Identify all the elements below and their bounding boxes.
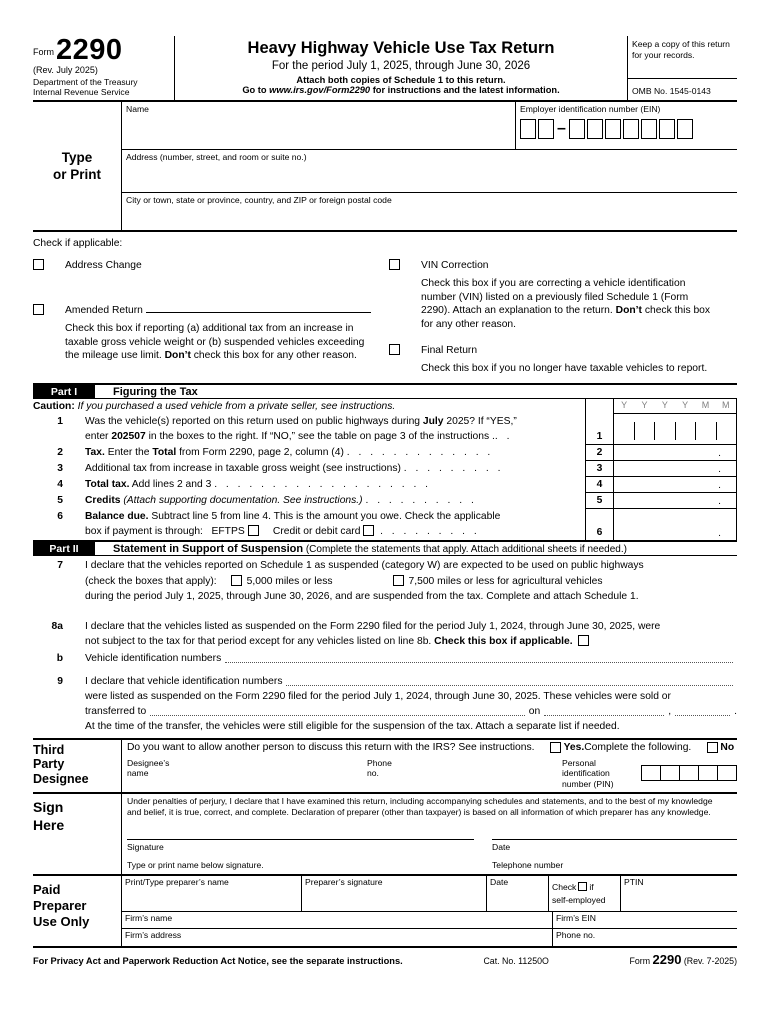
signature-field[interactable]	[127, 839, 474, 871]
part2-line8a: 8a I declare that the vehicles listed as suspended on the Form 2290 filed for the period July 1, 2024, through June 30, 2025, were not subject to the tax for that period except for any vehicles listed on line 8b. Check this box if applicable.	[51, 620, 661, 647]
pin-digit-box[interactable]	[679, 765, 699, 781]
line5-amount-cell[interactable]: .	[613, 493, 737, 509]
form-header	[33, 36, 737, 102]
part2-badge: Part II	[33, 542, 95, 555]
line8b-vin-entry-line[interactable]	[225, 662, 733, 663]
part1-line4: 4 Total tax. Add lines 2 and 3 . . . . . . . . . . . . . . . . . . . 4 .	[33, 477, 737, 493]
firm-address-field[interactable]: Firm’s address	[125, 930, 182, 940]
attach-note: Attach both copies of Schedule 1 to this return.	[296, 75, 506, 85]
line4-amount-cell[interactable]: .	[613, 477, 737, 493]
date-digit-box[interactable]	[676, 422, 697, 440]
city-field[interactable]	[122, 193, 737, 230]
part1-caution-row	[33, 399, 737, 414]
miles-5000-checkbox[interactable]	[231, 575, 242, 586]
ein-field[interactable]	[515, 102, 737, 149]
pin-boxes[interactable]	[642, 765, 737, 781]
date-digit-box[interactable]	[696, 422, 717, 440]
caution-label: Caution:	[33, 400, 75, 412]
address-label: Address (number, street, and room or suite no.)	[126, 152, 307, 162]
ein-boxes[interactable]	[520, 119, 733, 139]
part2-line9: 9 I declare that vehicle identification numbers were listed as suspended on the Form 2290 filed for the period July 1, 2024, through June 30, 2025. These vehicles were sold or transferred to on , . At the time of the transfer, the vehicles were still eligible for the suspension of the tax. Attach a separate list if needed.	[57, 675, 737, 732]
perjury-statement: Under penalties of perjury, I declare that I have examined this return, including accompanying schedules and statements, and to the best of my knowledge and belief, it is true, correct, and complete. Declaration of preparer (other than taxpayer) is based on all information of which preparer has any knowledge.	[127, 796, 713, 817]
self-employed-cell: Check if self-employed	[549, 876, 621, 911]
line2-amount-cell[interactable]: .	[613, 445, 737, 461]
signature-label: Signature	[127, 842, 164, 852]
address-change-label: Address Change	[65, 260, 142, 271]
amended-return-desc: Check this box if reporting (a) additional tax from an increase in taxable gross vehicle weight or (b) suspended vehicles exceeding the mileage use limit. Don’t check this box for any other reason.	[65, 323, 365, 361]
ein-digit-box[interactable]	[587, 119, 603, 139]
date-header-cell	[613, 399, 737, 414]
catalog-number: Cat. No. 11250O	[483, 956, 549, 966]
part2-bar	[33, 540, 737, 556]
goto-prefix: Go to	[242, 85, 270, 95]
part2-title: Statement in Support of Suspension	[113, 542, 304, 555]
goto-note	[183, 85, 619, 95]
designee-name-field[interactable]: Designee’s name	[127, 757, 170, 778]
final-return-desc: Check this box if you no longer have taxable vehicles to report.	[421, 363, 708, 374]
omb-number: OMB No. 1545-0143	[632, 86, 711, 96]
sign-here-section	[33, 792, 737, 874]
form-title-block	[175, 36, 627, 100]
preparer-name-field[interactable]: Print/Type preparer’s name	[122, 876, 302, 911]
form-word: Form	[33, 47, 54, 57]
ein-digit-box[interactable]	[641, 119, 657, 139]
vin-correction-checkbox[interactable]	[389, 259, 400, 270]
part1-line3: 3 Additional tax from increase in taxable gross weight (see instructions) . . . . . . . . . 3 .	[33, 461, 737, 477]
entity-section	[33, 102, 737, 232]
final-return-checkbox[interactable]	[389, 344, 400, 355]
form-number: 2290	[56, 34, 123, 66]
part1-line2: 2 Tax. Enter the Total from Form 2290, page 2, column (4) . . . . . . . . . . . . . 2 .	[33, 445, 737, 461]
part2-line8b: b Vehicle identification numbers	[33, 651, 737, 666]
transfer-year-entry-line[interactable]	[675, 715, 730, 716]
sign-date-field[interactable]	[492, 839, 737, 871]
firm-name-field[interactable]: Firm’s name	[125, 913, 173, 923]
part1-line6: 6 Balance due. Subtract line 5 from line 4. This is the amount you owe. Check the applicable box if payment is through: EFTPS Credit or debit card . . . . . . . . . 6 .	[33, 509, 737, 540]
address-change-item	[33, 259, 389, 273]
applicability-section	[33, 232, 737, 383]
amended-return-item	[33, 304, 389, 363]
vin-correction-desc: Check this box if you are correcting a vehicle identification number (VIN) listed on a previously filed Schedule 1 (Form 2290). Attach an explanation to the return. Don’t check this box for any other reason.	[421, 278, 711, 330]
part2-line7: 7 I declare that the vehicles reported on Schedule 1 as suspended (category W) are expected to be used on public highways (check the boxes that apply): 5,000 miles or less 7,500 miles or less for agricultural vehicles during the period July 1, 2025, through June 30, 2026, and are suspended from the tax. Complete and attach Schedule 1.	[57, 559, 644, 602]
date-digit-box[interactable]	[614, 422, 635, 440]
ptin-field[interactable]: PTIN	[624, 877, 644, 887]
form-revision: (Rev. July 2025)	[33, 65, 98, 75]
form-period: For the period July 1, 2025, through June 30, 2026	[271, 60, 531, 72]
ein-digit-box[interactable]	[623, 119, 639, 139]
goto-suffix: for instructions and the latest information.	[370, 85, 560, 95]
amended-return-month-line[interactable]	[146, 304, 371, 313]
part1-line5: 5 Credits (Attach supporting documentation. See instructions.) . . . . . . . . . . 5 .	[33, 493, 737, 509]
ein-dash: –	[557, 120, 566, 137]
paid-preparer-label: Paid Preparer Use Only	[33, 882, 90, 929]
part2-subtitle: (Complete the statements that apply. Attach additional sheets if needed.)	[303, 543, 627, 555]
vin-correction-label: VIN Correction	[421, 260, 489, 271]
third-party-yes-checkbox[interactable]	[550, 742, 561, 753]
line9-vin-entry-line[interactable]	[286, 685, 733, 686]
line6-amount-cell[interactable]: .	[613, 509, 737, 540]
amended-return-label: Amended Return	[65, 305, 143, 316]
privacy-act-notice: For Privacy Act and Paperwork Reduction Act Notice, see the separate instructions.	[33, 956, 403, 966]
date-label: Date	[492, 842, 511, 852]
form-footer: For Privacy Act and Paperwork Reduction Act Notice, see the separate instructions. Cat. No. 11250O Form 2290 (Rev. 7-2025)	[33, 946, 737, 969]
ein-label: Employer identification number (EIN)	[520, 104, 661, 114]
ein-digit-box[interactable]	[569, 119, 585, 139]
pin-digit-box[interactable]	[641, 765, 661, 781]
third-party-question: Do you want to allow another person to discuss this return with the IRS? See instructions.	[127, 741, 535, 753]
line1-number: 1	[57, 415, 63, 427]
form-id-block	[33, 36, 175, 100]
dept-treasury: Department of the Treasury	[33, 77, 138, 87]
preparer-signature-field[interactable]: Preparer’s signature	[302, 876, 487, 911]
applicability-heading: Check if applicable:	[33, 238, 123, 249]
designee-phone-field[interactable]: Phone no.	[367, 757, 392, 778]
firm-ein-field[interactable]: Firm’s EIN	[552, 912, 737, 928]
part1-badge: Part I	[33, 385, 95, 398]
paid-preparer-section	[33, 874, 737, 946]
credit-debit-card-checkbox[interactable]	[363, 525, 374, 536]
transfer-date-entry-line[interactable]	[544, 715, 664, 716]
pin-digit-box[interactable]	[660, 765, 680, 781]
keep-copy-note: Keep a copy of this return for your records.	[628, 36, 737, 79]
third-party-no-checkbox[interactable]	[707, 742, 718, 753]
part1-bar	[33, 383, 737, 399]
entity-fields	[121, 102, 737, 230]
yyyymm-header: Y Y Y Y M M	[621, 399, 730, 410]
ein-digit-box[interactable]	[659, 119, 675, 139]
line1-date-entry[interactable]	[613, 414, 737, 445]
pin-digit-box[interactable]	[717, 765, 737, 781]
ein-digit-box[interactable]	[538, 119, 554, 139]
date-digit-box[interactable]	[717, 422, 737, 440]
miles-7500-agricultural-checkbox[interactable]	[393, 575, 404, 586]
date-digit-box[interactable]	[635, 422, 656, 440]
caution-text: If you purchased a used vehicle from a private seller, see instructions.	[74, 400, 396, 412]
third-party-designee-section: Third Party Designee Do you want to allow another person to discuss this return with the IRS? See instructions. Yes. Complete the following. No Designee’s name Phone no. Personal identification number (PIN)	[33, 738, 737, 793]
type-or-print-label	[33, 102, 121, 230]
preparer-date-field[interactable]: Date	[487, 876, 549, 911]
ein-digit-box[interactable]	[605, 119, 621, 139]
address-change-checkbox[interactable]	[33, 259, 44, 270]
pin-digit-box[interactable]	[698, 765, 718, 781]
omb-block	[627, 36, 737, 100]
yyyymm-entry-boxes[interactable]	[614, 419, 736, 443]
transferee-entry-line[interactable]	[150, 715, 525, 716]
line3-amount-cell[interactable]: .	[613, 461, 737, 477]
telephone-label: Telephone number	[492, 860, 564, 870]
dept-irs: Internal Revenue Service	[33, 87, 130, 97]
type-label-line2: or Print	[52, 167, 101, 182]
name-field[interactable]	[122, 102, 515, 149]
vin-correction-item	[389, 259, 737, 331]
form-title: Heavy Highway Vehicle Use Tax Return	[247, 39, 555, 57]
part1-line1: 1 Was the vehicle(s) reported on this return used on public highways during July 2025? If “YES,” enter 202507 in the boxes to the right. If “NO,” see the table on page 3 of the instructions .. . 1	[33, 414, 737, 445]
final-return-item	[389, 344, 737, 376]
amended-return-checkbox[interactable]	[33, 304, 44, 315]
eftps-checkbox[interactable]	[248, 525, 259, 536]
sign-here-label: Sign Here	[33, 799, 65, 833]
final-return-label: Final Return	[421, 345, 478, 356]
third-party-designee-label: Third Party Designee	[33, 742, 89, 786]
typed-name-note: Type or print name below signature.	[127, 860, 264, 870]
self-employed-checkbox[interactable]	[578, 882, 587, 891]
line8a-applicable-checkbox[interactable]	[578, 635, 589, 646]
part1-title: Figuring the Tax	[113, 385, 198, 398]
ein-digit-box[interactable]	[520, 119, 536, 139]
type-label-line1: Type	[61, 150, 93, 165]
footer-form-number: 2290	[652, 952, 682, 967]
irs-url: www.irs.gov/Form2290	[269, 85, 371, 95]
name-label: Name	[126, 104, 149, 114]
firm-phone-field[interactable]: Phone no.	[552, 929, 737, 946]
address-field[interactable]	[122, 150, 737, 193]
ein-digit-box[interactable]	[677, 119, 693, 139]
date-digit-box[interactable]	[655, 422, 676, 440]
city-label: City or town, state or province, country, and ZIP or foreign postal code	[126, 195, 392, 205]
